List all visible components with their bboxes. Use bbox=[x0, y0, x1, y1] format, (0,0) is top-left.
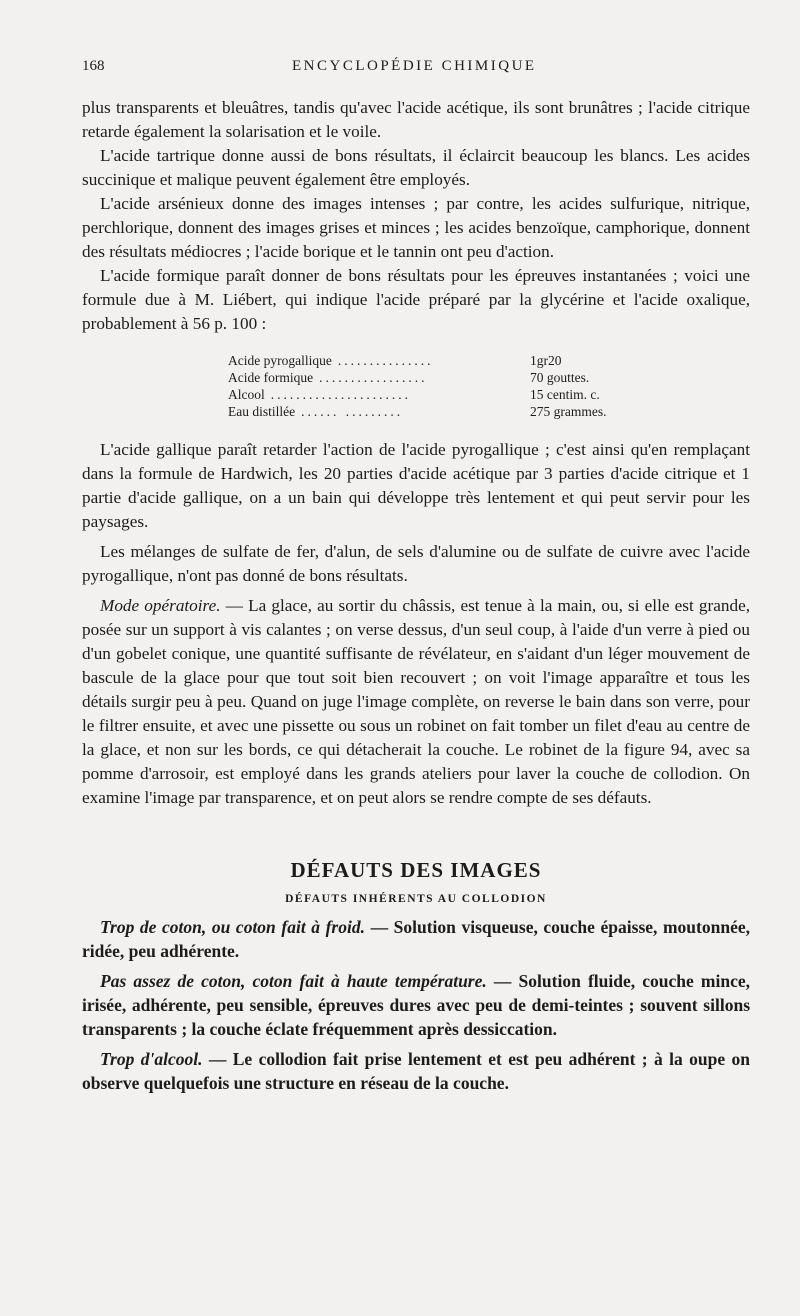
mode-operatoire-text: — La glace, au sortir du châssis, est tenue à la main, ou, si elle est grande, posée sur un support à vis calantes ; on verse dessus, d'un seul coup, à l'aide d'un verre à pied ou d'un gobelet conique, une quantité suffisante de révélateur, en s'aidant d'un léger mouvement de bascule de la glace pour que tout soit bien recouvert ; on voit l'image apparaître et tous les détails surgir peu à peu. Quand on juge l'image complète, on reverse le bain dans son verre, pour le filtrer ensuite, et avec une pissette ou sous un robinet on fait tomber un filet d'eau au centre de la glace, et non sur les bords, ce qui détacherait la couche. Le robinet de la figure 94, avec sa pomme d'arrosoir, est employé dans les grands ateliers pour laver la couche de collodion. On examine l'image par transparence, et on peut alors se rendre compte de ses défauts. bbox=[82, 596, 750, 807]
defect-term: Pas assez de coton, coton fait à haute température. bbox=[100, 971, 487, 991]
defect-paragraph bbox=[82, 969, 750, 1041]
defect-term: Trop de coton, ou coton fait à froid. bbox=[100, 917, 365, 937]
ingredient-quantity: 15 centim. c. bbox=[530, 387, 600, 402]
mode-operatoire-lead: Mode opératoire. bbox=[100, 596, 221, 615]
running-title: ENCYCLOPÉDIE CHIMIQUE bbox=[292, 58, 537, 74]
defect-text: — Le collodion fait prise lentement et est peu adhérent ; à la oupe on observe quelquefois une structure en réseau de la couche. bbox=[82, 1049, 750, 1093]
paragraph: Les mélanges de sulfate de fer, d'alun, de sels d'alumine ou de sulfate de cuivre avec l'acide pyrogallique, n'ont pas donné de bons résultats. bbox=[82, 542, 750, 585]
recipe-row bbox=[228, 403, 648, 420]
ingredient-name: Alcool bbox=[228, 387, 265, 402]
leader-dots: ................. bbox=[319, 370, 428, 385]
recipe-row bbox=[228, 386, 648, 403]
ingredient-quantity: 70 gouttes. bbox=[530, 370, 590, 385]
page-number: 168 bbox=[82, 58, 105, 74]
recipe-table bbox=[228, 352, 648, 420]
ingredient-quantity: 1gr20 bbox=[530, 353, 562, 368]
paragraph: L'acide arsénieux donne des images intenses ; par contre, les acides sulfurique, nitrique, perchlorique, donnent des images grises et minces ; les acides benzoïque, camphorique, donnent des résultats médiocres ; l'acide borique et le tannin ont peu d'action. bbox=[82, 194, 750, 261]
ingredient-quantity: 275 grammes. bbox=[530, 404, 607, 419]
defect-paragraph bbox=[82, 915, 750, 963]
ingredient-name: Acide pyrogallique bbox=[228, 353, 332, 368]
paragraph: L'acide gallique paraît retarder l'action de l'acide pyrogallique ; c'est ainsi qu'en remplaçant dans la formule de Hardwich, les 20 parties d'acide acétique par 3 parties d'acide citrique et 1 partie d'acide gallique, on a un bain qui développe très lentement et qui peut servir pour les paysages. bbox=[82, 440, 750, 531]
defect-term: Trop d'alcool. bbox=[100, 1049, 203, 1069]
leader-dots: ............... bbox=[337, 353, 434, 368]
mode-operatoire-paragraph bbox=[82, 594, 750, 810]
leader-dots: ...................... bbox=[270, 387, 411, 402]
leader-dots: ...... ......... bbox=[301, 404, 404, 419]
defect-text: — Solution fluide, couche mince, irisée, adhérente, peu sensible, épreuves dures avec peu de demi-teintes ; souvent sillons transparents ; la couche éclate fréquemment après dessiccation. bbox=[82, 971, 751, 1039]
paragraph: L'acide tartrique donne aussi de bons résultats, il éclaircit beaucoup les blancs. Les acides succinique et malique peuvent également être employés. bbox=[82, 146, 750, 189]
subsection-title: DÉFAUTS INHÉRENTS AU COLLODION bbox=[285, 893, 547, 905]
defect-paragraph bbox=[82, 1047, 750, 1095]
recipe-row bbox=[228, 352, 648, 369]
ingredient-name: Eau distillée bbox=[228, 404, 296, 419]
ingredient-name: Acide formique bbox=[228, 370, 314, 385]
paragraph: L'acide formique paraît donner de bons résultats pour les épreuves instantanées ; voici une formule due à M. Liébert, qui indique l'acide préparé par la glycérine et l'acide oxalique, probablement à 56 p. 100 : bbox=[82, 266, 750, 333]
defect-text: — Solution visqueuse, couche épaisse, moutonnée, ridée, peu adhérente. bbox=[82, 917, 750, 961]
page-header bbox=[82, 58, 750, 82]
paragraph: plus transparents et bleuâtres, tandis qu'avec l'acide acétique, ils sont brunâtres ; l'acide citrique retarde également la solarisation et le voile. bbox=[82, 98, 750, 141]
section-title: DÉFAUTS DES IMAGES bbox=[290, 858, 542, 882]
recipe-row bbox=[228, 369, 648, 386]
